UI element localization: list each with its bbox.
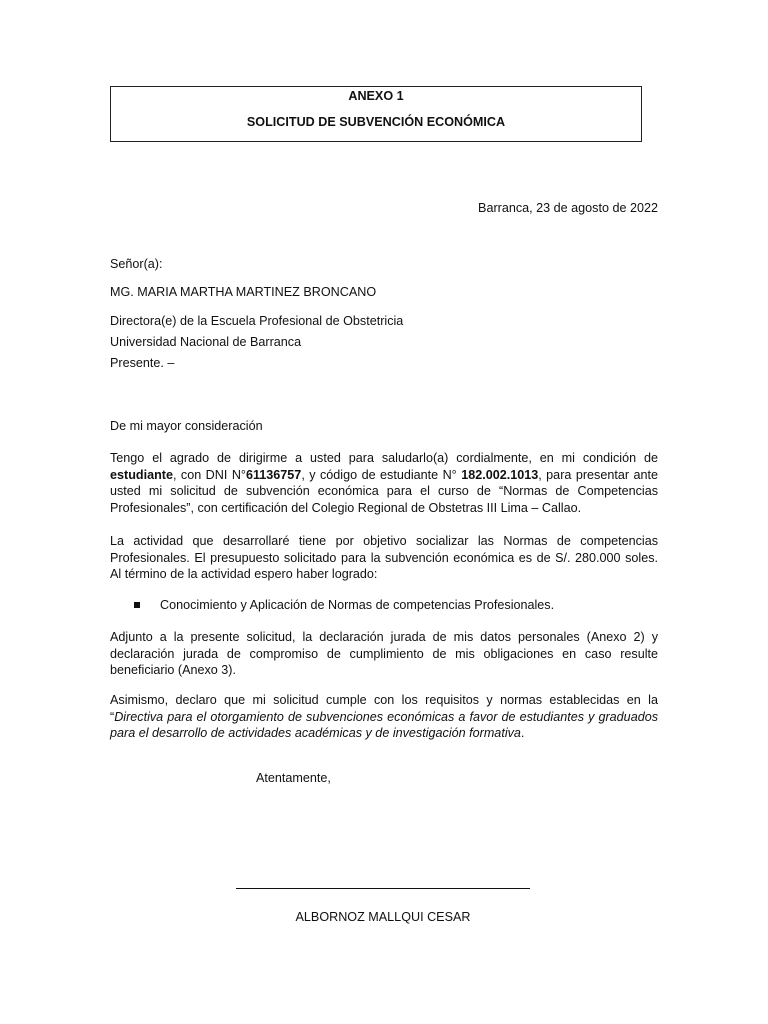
bullet-item — [134, 597, 554, 614]
dni-prefix: , con DNI N° — [172, 467, 246, 482]
recipient-presente: Presente. – — [110, 356, 175, 370]
paragraph-intro-rest: , para presentar ante usted mi solicitud de subvención económica para el curso de “Normas de Competencias Profesionales”, con certificación del Colegio Regional de Obstetras III Lima – Callao. — [110, 467, 659, 515]
declaration-end: . — [520, 726, 525, 741]
student-code: 182.002.1013 — [461, 467, 539, 482]
code-prefix: , y código de estudiante N° — [301, 467, 462, 482]
annex-title-box — [110, 86, 642, 142]
date-line: Barranca, 23 de agosto de 2022 — [478, 201, 658, 215]
paragraph-activity: La actividad que desarrollaré tiene por objetivo socializar las Normas de competencias Profesionales. El presupuesto solicitado para la subvención económica es de S/. 280.000 soles. Al término de la actividad espero haber logrado: — [110, 534, 658, 582]
annex-label: ANEXO 1 — [348, 89, 404, 103]
recipient-name: MG. MARIA MARTHA MARTINEZ BRONCANO — [110, 285, 377, 299]
recipient-salutation: Señor(a): — [110, 257, 163, 271]
recipient-position: Directora(e) de la Escuela Profesional de Obstetricia — [110, 314, 404, 328]
directive-title: Directiva para el otorgamiento de subvenciones económicas a favor de estudiantes y graduados para el desarrollo de actividades académicas y de investigación formativa — [110, 709, 658, 741]
closing: Atentamente, — [256, 771, 331, 785]
signature-line — [236, 888, 530, 889]
paragraph-intro-text: Tengo el agrado de dirigirme a usted para saludarlo(a) cordialmente, en mi condición de — [110, 451, 658, 465]
signer-name: ALBORNOZ MALLQUI CESAR — [295, 910, 471, 924]
square-bullet-icon — [134, 602, 140, 608]
dni-number: 61136757 — [245, 467, 302, 482]
greeting: De mi mayor consideración — [110, 419, 263, 433]
paragraph-intro — [110, 450, 658, 516]
annex-title: SOLICITUD DE SUBVENCIÓN ECONÓMICA — [246, 115, 506, 129]
recipient-institution: Universidad Nacional de Barranca — [110, 335, 302, 349]
student-role: estudiante — [110, 467, 173, 482]
paragraph-attachments: Adjunto a la presente solicitud, la declaración jurada de mis datos personales (Anexo 2) y declaración jurada de compromiso de cumplimiento de mis obligaciones en caso resulte beneficiario (Anexo 3). — [110, 630, 658, 678]
paragraph-declaration — [110, 692, 658, 742]
bullet-text: Conocimiento y Aplicación de Normas de competencias Profesionales. — [160, 598, 555, 612]
declaration-intro: Asimismo, declaro que mi solicitud cumple con los requisitos y normas establecidas en la “ — [110, 693, 658, 724]
